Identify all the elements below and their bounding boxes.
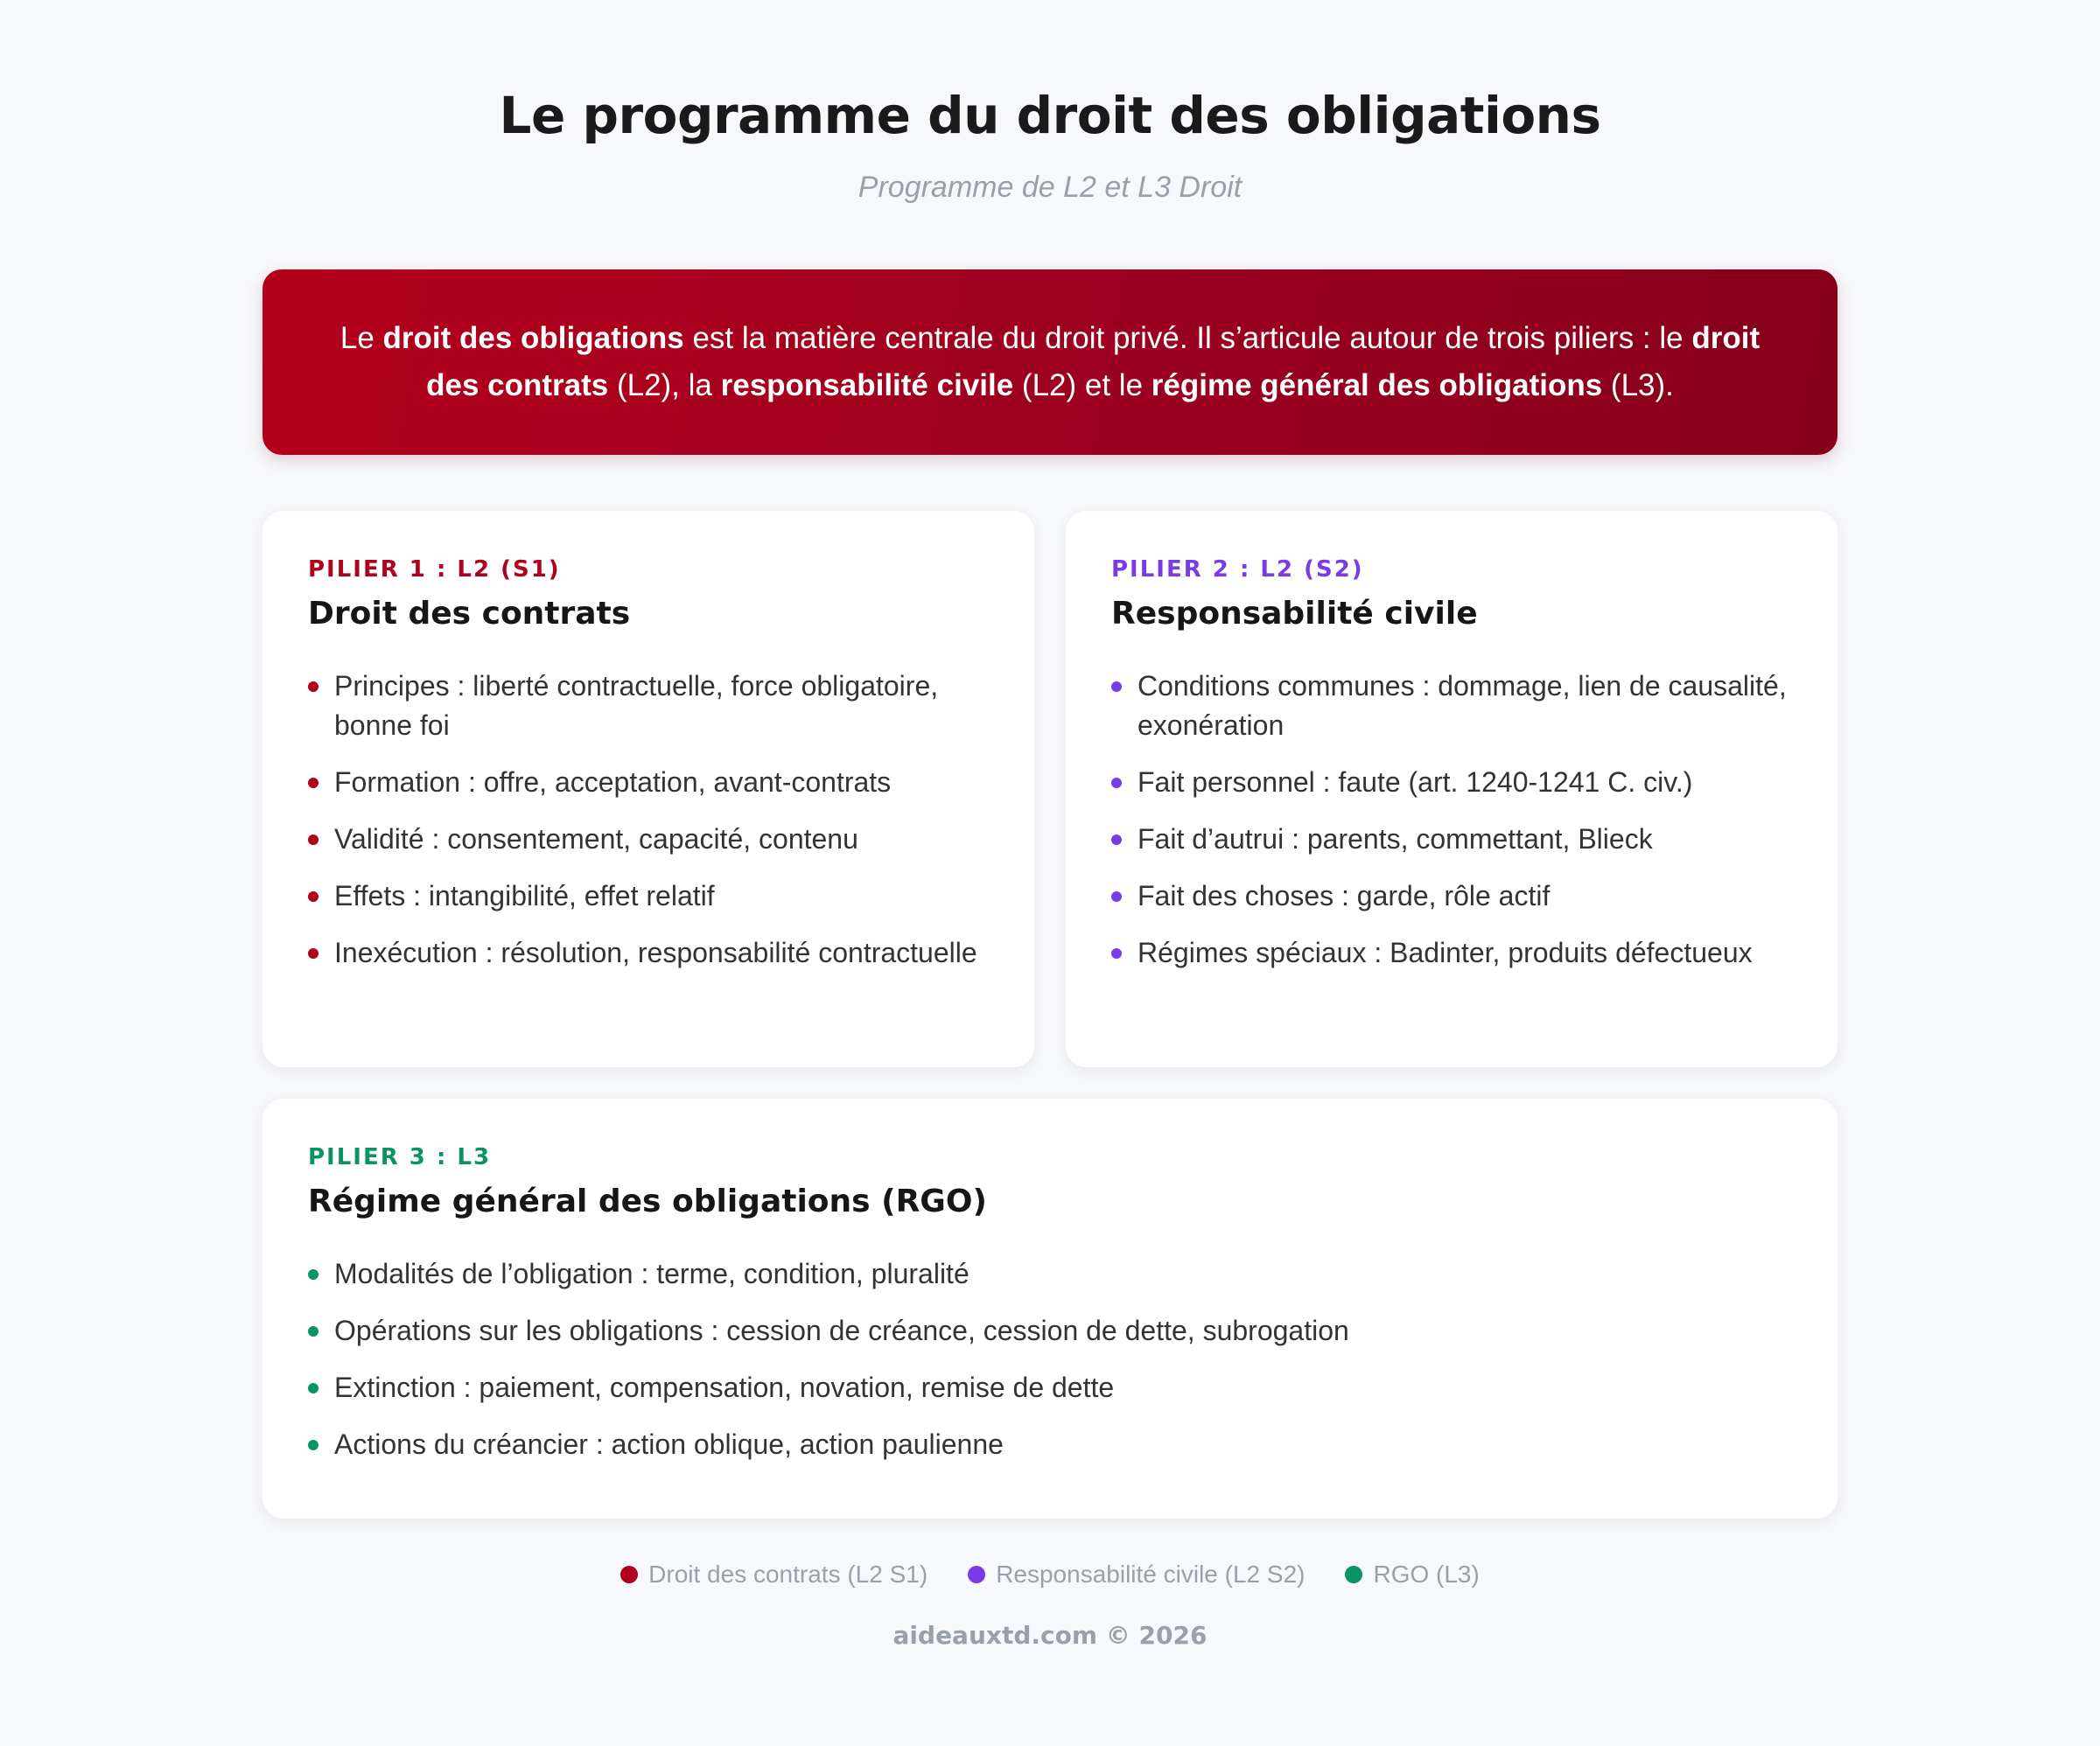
pillars-row bbox=[262, 511, 1838, 1067]
pillar-items bbox=[308, 667, 989, 973]
list-item-text: Modalités de l’obligation : terme, condition, pluralité bbox=[334, 1258, 970, 1289]
intro-segment-bold: responsabilité civile bbox=[720, 368, 1014, 402]
pillar-tag: PILIER 1 : L2 (S1) bbox=[308, 556, 561, 583]
bullet-dot-icon bbox=[1111, 891, 1122, 902]
list-item bbox=[1111, 876, 1792, 916]
legend bbox=[262, 1559, 1838, 1590]
legend-dot-icon bbox=[968, 1566, 985, 1583]
list-item-text: Extinction : paiement, compensation, novation, remise de dette bbox=[334, 1372, 1115, 1403]
list-item bbox=[308, 820, 989, 859]
list-item bbox=[308, 1368, 1792, 1407]
legend-item-responsabilite bbox=[968, 1559, 1305, 1590]
list-item-text: Validité : consentement, capacité, contenu bbox=[334, 823, 858, 855]
legend-label: Responsabilité civile (L2 S2) bbox=[996, 1561, 1306, 1588]
bullet-dot-icon bbox=[308, 778, 318, 788]
list-item bbox=[1111, 933, 1792, 973]
pillar-tag: PILIER 2 : L2 (S2) bbox=[1111, 556, 1364, 583]
bullet-dot-icon bbox=[1111, 778, 1122, 788]
list-item bbox=[308, 667, 989, 745]
footer-credit: aideauxtd.com © 2026 bbox=[892, 1621, 1208, 1650]
list-item-text: Régimes spéciaux : Badinter, produits défectueux bbox=[1138, 937, 1753, 968]
bullet-dot-icon bbox=[308, 835, 318, 845]
intro-banner bbox=[262, 269, 1838, 455]
pillar-card-contrats bbox=[262, 511, 1034, 1067]
legend-dot-icon bbox=[620, 1566, 638, 1583]
intro-segment-bold: droit des contrats bbox=[426, 321, 1760, 402]
intro-segment: (L2) et le bbox=[1013, 368, 1152, 402]
list-item-text: Formation : offre, acceptation, avant-contrats bbox=[334, 766, 892, 798]
pillar-items bbox=[1111, 667, 1792, 973]
bullet-dot-icon bbox=[308, 1269, 318, 1280]
list-item-text: Fait personnel : faute (art. 1240-1241 C. civ.) bbox=[1138, 766, 1693, 798]
intro-text bbox=[315, 315, 1785, 409]
list-item bbox=[1111, 820, 1792, 859]
intro-segment: (L2), la bbox=[608, 368, 721, 402]
list-item bbox=[308, 876, 989, 916]
list-item-text: Fait d’autrui : parents, commettant, Blieck bbox=[1138, 823, 1653, 855]
intro-segment: (L3). bbox=[1602, 368, 1674, 402]
legend-label: Droit des contrats (L2 S1) bbox=[648, 1561, 928, 1588]
list-item-text: Fait des choses : garde, rôle actif bbox=[1138, 880, 1550, 911]
list-item bbox=[1111, 667, 1792, 745]
intro-segment: Le bbox=[340, 321, 383, 355]
intro-segment-bold: régime général des obligations bbox=[1151, 368, 1603, 402]
list-item-text: Principes : liberté contractuelle, force obligatoire, bonne foi bbox=[334, 670, 939, 741]
page bbox=[262, 0, 1838, 1652]
bullet-dot-icon bbox=[1111, 681, 1122, 692]
bullet-dot-icon bbox=[1111, 835, 1122, 845]
legend-item-rgo bbox=[1345, 1559, 1479, 1590]
pillar-title: Régime général des obligations (RGO) bbox=[308, 1184, 987, 1219]
bullet-dot-icon bbox=[308, 1440, 318, 1450]
bullet-dot-icon bbox=[308, 948, 318, 959]
pillar-card-responsabilite bbox=[1066, 511, 1838, 1067]
bullet-dot-icon bbox=[308, 891, 318, 902]
pillar-card-rgo bbox=[262, 1099, 1838, 1519]
list-item bbox=[308, 1425, 1792, 1464]
list-item-text: Opérations sur les obligations : cession de créance, cession de dette, subrogation bbox=[334, 1315, 1349, 1346]
list-item bbox=[308, 763, 989, 802]
legend-label: RGO (L3) bbox=[1373, 1561, 1480, 1588]
list-item-text: Inexécution : résolution, responsabilité contractuelle bbox=[334, 937, 977, 968]
list-item-text: Actions du créancier : action oblique, action paulienne bbox=[334, 1428, 1004, 1460]
list-item bbox=[308, 933, 989, 973]
bullet-dot-icon bbox=[308, 1383, 318, 1393]
intro-segment: est la matière centrale du droit privé. Il s’articule autour de trois piliers : le bbox=[683, 321, 1692, 355]
list-item-text: Effets : intangibilité, effet relatif bbox=[334, 880, 715, 911]
page-subtitle: Programme de L2 et L3 Droit bbox=[858, 171, 1242, 204]
page-title: Le programme du droit des obligations bbox=[499, 86, 1601, 145]
list-item bbox=[308, 1311, 1792, 1351]
bullet-dot-icon bbox=[308, 681, 318, 692]
legend-item-contrats bbox=[620, 1559, 928, 1590]
bullet-dot-icon bbox=[308, 1326, 318, 1337]
pillar-title: Responsabilité civile bbox=[1111, 596, 1478, 632]
list-item-text: Conditions communes : dommage, lien de causalité, exonération bbox=[1138, 670, 1787, 741]
bullet-dot-icon bbox=[1111, 948, 1122, 959]
legend-dot-icon bbox=[1345, 1566, 1362, 1583]
intro-segment-bold: droit des obligations bbox=[382, 321, 684, 355]
list-item bbox=[1111, 763, 1792, 802]
pillar-tag: PILIER 3 : L3 bbox=[308, 1144, 492, 1170]
pillar-items bbox=[308, 1254, 1792, 1464]
list-item bbox=[308, 1254, 1792, 1294]
pillar-title: Droit des contrats bbox=[308, 596, 631, 632]
